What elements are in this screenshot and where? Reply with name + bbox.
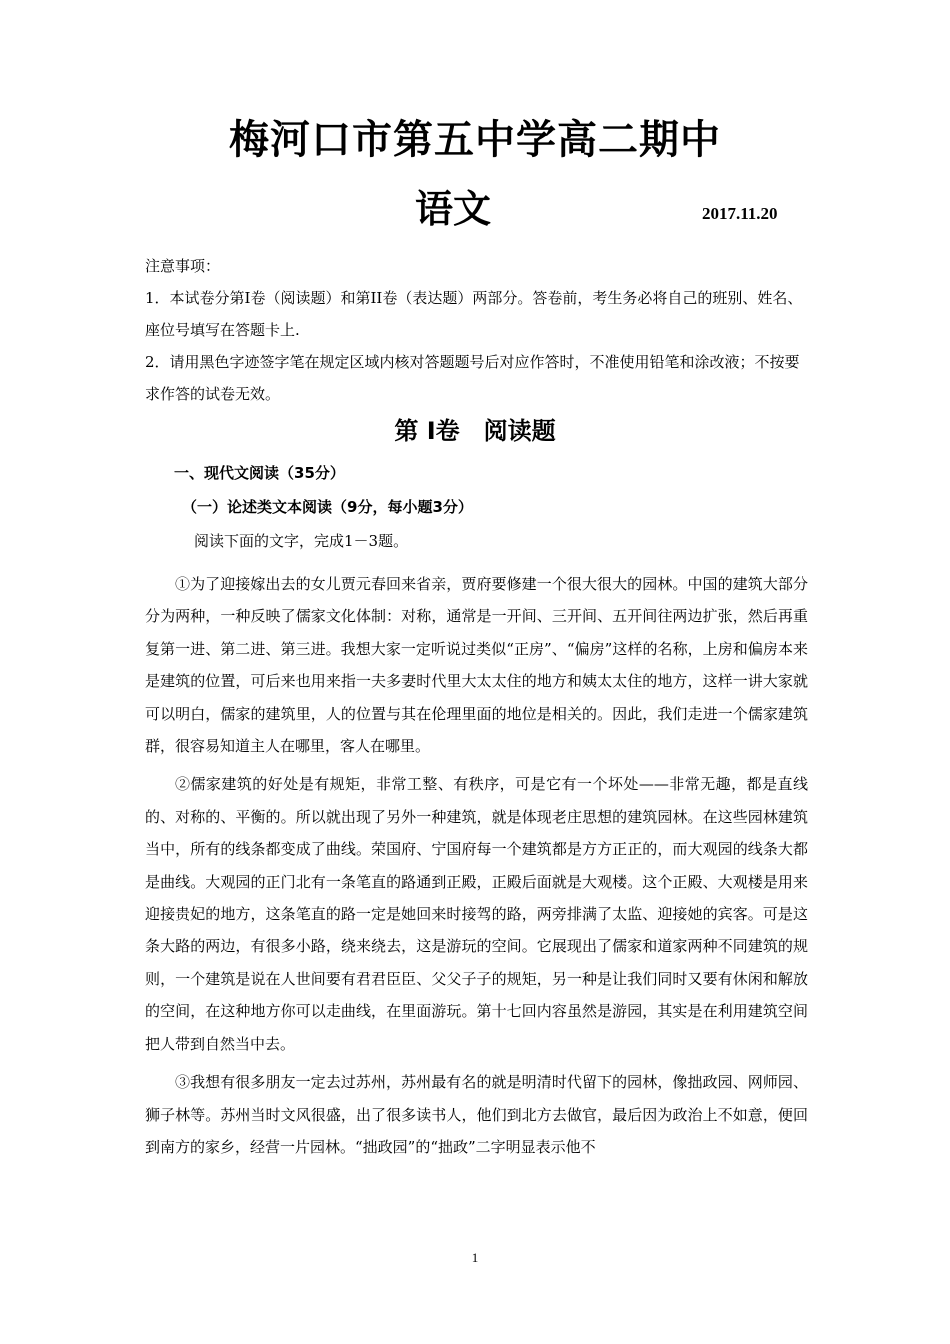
notes-section <box>145 250 808 410</box>
section-heading: 一、现代文阅读（35分） <box>174 464 345 482</box>
notes-item: 2．请用黑色字迹签字笔在规定区域内核对答题题号后对应作答时，不准使用铅笔和涂改液；不按要求作答的试卷无效。 <box>145 353 800 403</box>
passage-paragraph: ②儒家建筑的好处是有规矩，非常工整、有秩序，可是它有一个坏处——非常无趣，都是直线的、对称的、平衡的。所以就出现了另外一种建筑，就是体现老庄思想的建筑园林。在这些园林建筑当中，所有的线条都变成了曲线。荣国府、宁国府每一个建筑都是方方正正的，而大观园的线条大都是曲线。大观园的正门北有一条笔直的路通到正殿，正殿后面就是大观楼。这个正殿、大观楼是用来迎接贵妃的地方，这条笔直的路一定是她回来时接驾的路，两旁排满了太监、迎接她的宾客。可是这条大路的两边，有很多小路，绕来绕去，这是游玩的空间。它展现出了儒家和道家两种不同建筑的规则，一个建筑是说在人世间要有君君臣臣、父父子子的规矩，另一种是让我们同时又要有休闲和解放的空间，在这种地方你可以走曲线，在里面游玩。第十七回内容虽然是游园，其实是在利用建筑空间把人带到自然当中去。 <box>145 775 808 1053</box>
notes-item: 1．本试卷分第Ⅰ卷（阅读题）和第II卷（表达题）两部分。答卷前，考生务必将自己的班别、姓名、座位号填写在答题卡上. <box>145 289 803 339</box>
exam-title: 梅河口市第五中学高二期中 <box>229 117 721 163</box>
passage-paragraph: ①为了迎接嫁出去的女儿贾元春回来省亲，贾府要修建一个很大很大的园林。中国的建筑大部分分为两种，一种反映了儒家文化体制：对称，通常是一开间、三开间、五开间往两边扩张，然后再重复第一进、第二进、第三进。我想大家一定听说过类似“正房”、“偏房”这样的名称，上房和偏房本来是建筑的位置，可后来也用来指一夫多妻时代里大太太住的地方和姨太太住的地方，这样一讲大家就可以明白，儒家的建筑里，人的位置与其在伦理里面的地位是相关的。因此，我们走进一个儒家建筑群，很容易知道主人在哪里，客人在哪里。 <box>145 575 808 756</box>
volume-title: 第 Ⅰ卷 阅读题 <box>394 417 556 445</box>
exam-date: 2017.11.20 <box>702 204 778 223</box>
passage-paragraph: ③我想有很多朋友一定去过苏州，苏州最有名的就是明清时代留下的园林，像拙政园、网师园、狮子林等。苏州当时文风很盛，出了很多读书人，他们到北方去做官，最后因为政治上不如意，便回到南方的家乡，经营一片园林。“拙政园”的“拙政”二字明显表示他不 <box>145 1073 808 1156</box>
section-subheading: （一）论述类文本阅读（9分，每小题3分） <box>182 498 473 516</box>
subject-title: 语文 <box>415 187 492 231</box>
reading-instruction: 阅读下面的文字，完成1－3题。 <box>194 532 409 550</box>
page-number: 1 <box>471 1250 479 1265</box>
passage-body <box>145 568 808 1169</box>
notes-heading: 注意事项： <box>145 257 221 275</box>
